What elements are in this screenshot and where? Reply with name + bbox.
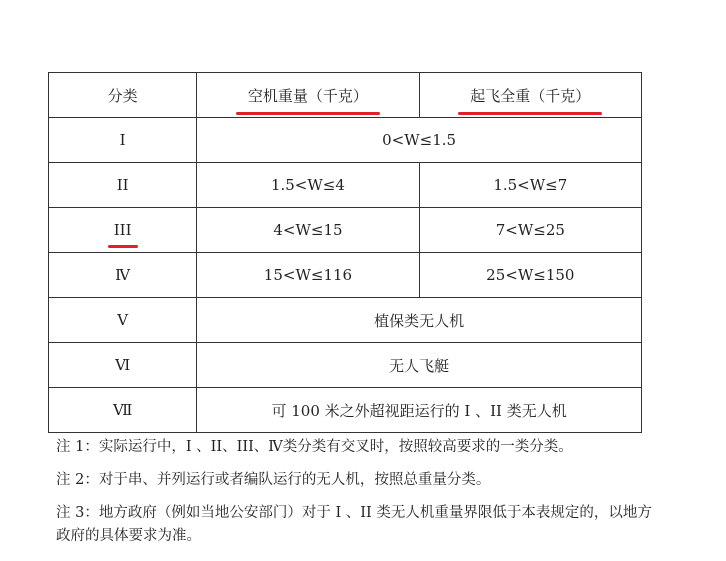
merged-value: 植保类无人机 [374, 311, 465, 330]
empty-weight-value: 1.5<W≤4 [270, 176, 345, 194]
class-label: I [119, 131, 126, 149]
header-empty-weight [197, 73, 419, 118]
class-cell [49, 208, 197, 253]
empty-weight-value: 15<W≤116 [263, 266, 353, 284]
class-label: II [116, 176, 129, 194]
class-label: Ⅳ [115, 266, 131, 284]
takeoff-weight-cell [419, 208, 641, 253]
class-cell [49, 298, 197, 343]
merged-cell [197, 343, 642, 388]
takeoff-weight-value: 7<W≤25 [495, 221, 565, 239]
empty-weight-cell [197, 253, 419, 298]
table-row [49, 253, 642, 298]
table-row [49, 298, 642, 343]
header-takeoff-weight-text: 起飞全重（千克） [470, 86, 591, 105]
table-row [49, 343, 642, 388]
table-row [49, 388, 642, 433]
class-label-highlighted: III [113, 221, 132, 239]
class-label: Ⅵ [115, 356, 131, 374]
takeoff-weight-cell [419, 163, 641, 208]
merged-value: 可 100 米之外超视距运行的 I 、II 类无人机 [271, 401, 567, 420]
note-3: 注 3：地方政府（例如当地公安部门）对于 I 、II 类无人机重量界限低于本表规定的，以地方政府的具体要求为准。 [56, 505, 652, 544]
class-label: Ⅶ [112, 401, 133, 419]
table-row [49, 118, 642, 163]
table-row [49, 208, 642, 253]
header-category [49, 73, 197, 118]
takeoff-weight-value: 25<W≤150 [486, 266, 575, 284]
header-category-text: 分类 [107, 86, 138, 105]
class-cell [49, 388, 197, 433]
empty-weight-value: 4<W≤15 [273, 221, 343, 239]
table-row [49, 163, 642, 208]
class-label: V [117, 311, 129, 329]
empty-weight-cell [197, 208, 419, 253]
class-cell [49, 343, 197, 388]
note-2: 注 2：对于串、并列运行或者编队运行的无人机，按照总重量分类。 [56, 472, 491, 488]
table-header-row [49, 73, 642, 118]
takeoff-weight-value: 1.5<W≤7 [493, 176, 568, 194]
table-notes [56, 436, 656, 558]
merged-cell [197, 388, 642, 433]
empty-weight-cell [197, 163, 419, 208]
header-takeoff-weight [419, 73, 641, 118]
note-1: 注 1：实际运行中，I 、II、III、Ⅳ类分类有交叉时，按照较高要求的一类分类。 [56, 439, 573, 455]
takeoff-weight-cell [419, 253, 641, 298]
class-cell [49, 118, 197, 163]
class-cell [49, 163, 197, 208]
header-empty-weight-text: 空机重量（千克） [247, 86, 368, 105]
merged-cell [197, 298, 642, 343]
merged-value: 0<W≤1.5 [382, 131, 457, 149]
class-cell [49, 253, 197, 298]
uav-classification-table [48, 72, 642, 433]
merged-value: 无人飞艇 [389, 356, 450, 375]
merged-cell [197, 118, 642, 163]
